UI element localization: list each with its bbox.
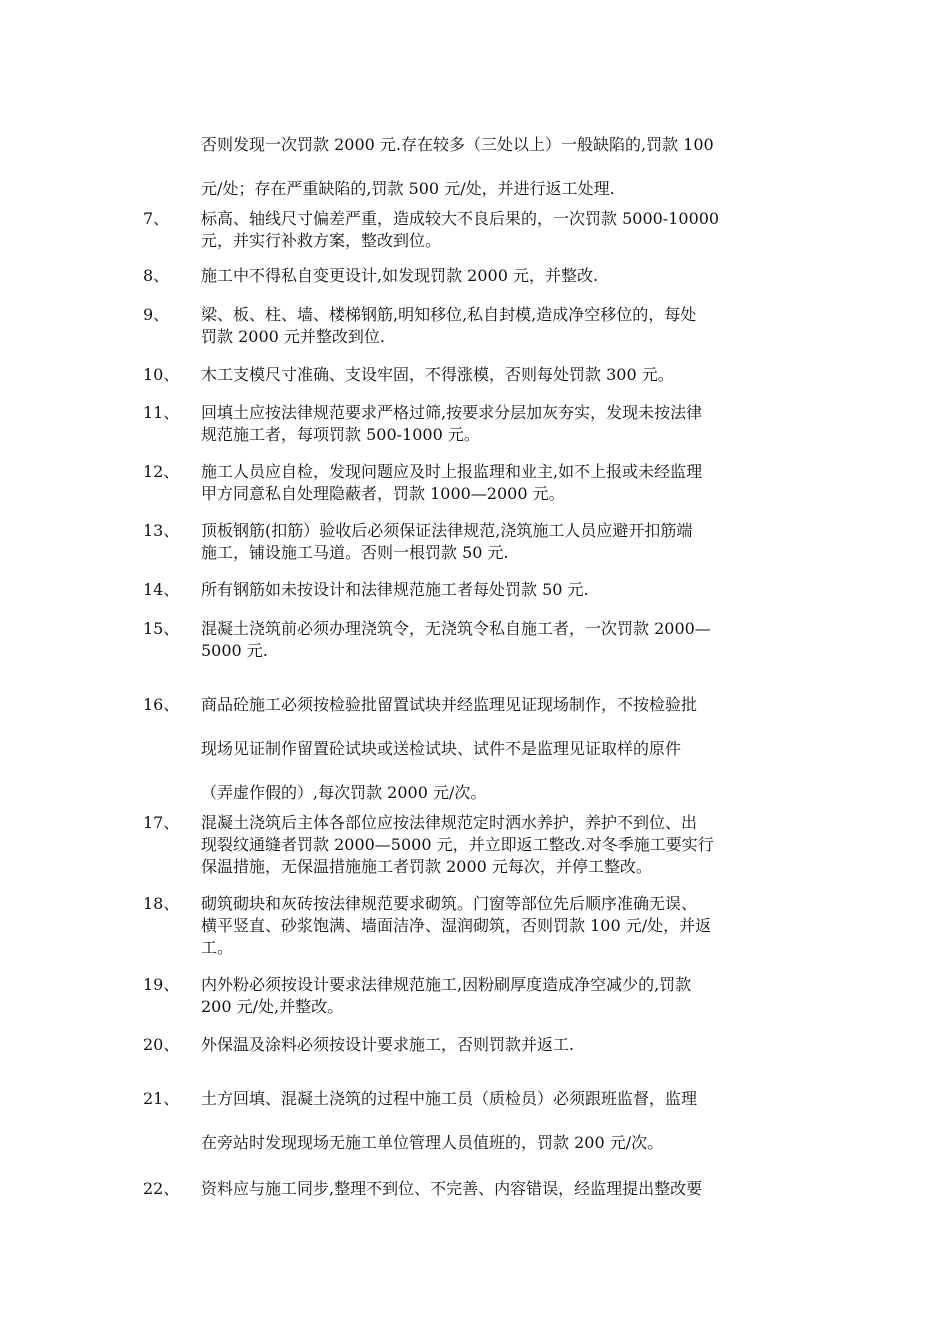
item-text: 回填土应按法律规范要求严格过筛,按要求分层加灰夯实，发现未按法律 规范施工者，每项罚款 500-1000 元。: [201, 403, 703, 444]
item-text: 施工中不得私自变更设计,如发现罚款 2000 元，并整改.: [201, 266, 599, 285]
item-number: 20、: [143, 1035, 180, 1054]
item-text: 砌筑砌块和灰砖按法律规范要求砌筑。门窗等部位先后顺序准确无误、 横平竖直、砂浆饱满、墙面洁净、湿润砌筑，否则罚款 100 元/处，并返 工。: [201, 894, 712, 957]
item-text: 所有钢筋如未按设计和法律规范施工者每处罚款 50 元.: [201, 580, 589, 599]
item-number: 12、: [143, 462, 180, 481]
item-number: 8、: [143, 266, 170, 285]
item-text: 标高、轴线尺寸偏差严重，造成较大不良后果的，一次罚款 5000-10000 元，并实行补救方案，整改到位。: [201, 209, 720, 250]
item-number: 18、: [143, 894, 180, 913]
item-text: 土方回填、混凝土浇筑的过程中施工员（质检员）必须跟班监督，监理 在旁站时发现现场无施工单位管理人员值班的，罚款 200 元/次。: [201, 1089, 698, 1152]
item-number: 7、: [143, 209, 170, 228]
item-text: 混凝土浇筑后主体各部位应按法律规范定时洒水养护，养护不到位、出 现裂纹通缝者罚款 2000—5000 元，并立即返工整改.对冬季施工要实行 保温措施，无保温措施施工者罚款 2000 元每次，并停工整改。: [201, 813, 714, 876]
item-number: 11、: [143, 403, 180, 422]
item-number: 17、: [143, 813, 180, 832]
continuation-line: 元/处；存在严重缺陷的,罚款 500 元/处，并进行返工处理.: [201, 179, 615, 198]
item-number: 10、: [143, 365, 180, 384]
item-text: 木工支模尺寸准确、支设牢固，不得涨模，否则每处罚款 300 元。: [201, 365, 674, 384]
item-text: 资料应与施工同步,整理不到位、不完善、内容错误，经监理提出整改要: [201, 1179, 703, 1198]
item-number: 13、: [143, 521, 180, 540]
continuation-line: 否则发现一次罚款 2000 元.存在较多（三处以上）一般缺陷的,罚款 100: [201, 135, 714, 154]
item-text: 外保温及涂料必须按设计要求施工，否则罚款并返工.: [201, 1035, 575, 1054]
item-number: 22、: [143, 1179, 180, 1198]
item-text: 商品砼施工必须按检验批留置试块并经监理见证现场制作，不按检验批 现场见证制作留置砼试块或送检试块、试件不是监理见证取样的原件 （弄虚作假的）,每次罚款 2000 元/次。: [201, 695, 698, 802]
item-text: 梁、板、柱、墙、楼梯钢筋,明知移位,私自封模,造成净空移位的，每处 罚款 2000 元并整改到位.: [201, 305, 697, 346]
item-text: 内外粉必须按设计要求法律规范施工,因粉刷厚度造成净空减少的,罚款 200 元/处,并整改。: [201, 975, 692, 1016]
item-text: 施工人员应自检，发现问题应及时上报监理和业主,如不上报或未经监理 甲方同意私自处理隐蔽者，罚款 1000—2000 元。: [201, 462, 703, 503]
item-text: 顶板钢筋(扣筋）验收后必须保证法律规范,浇筑施工人员应避开扣筋端 施工，铺设施工马道。否则一根罚款 50 元.: [201, 521, 693, 562]
item-number: 9、: [143, 305, 170, 324]
item-number: 21、: [143, 1089, 180, 1108]
item-number: 15、: [143, 619, 180, 638]
item-text: 混凝土浇筑前必须办理浇筑令，无浇筑令私自施工者，一次罚款 2000— 5000 元.: [201, 619, 711, 660]
item-number: 16、: [143, 695, 180, 714]
item-number: 14、: [143, 580, 180, 599]
item-number: 19、: [143, 975, 180, 994]
